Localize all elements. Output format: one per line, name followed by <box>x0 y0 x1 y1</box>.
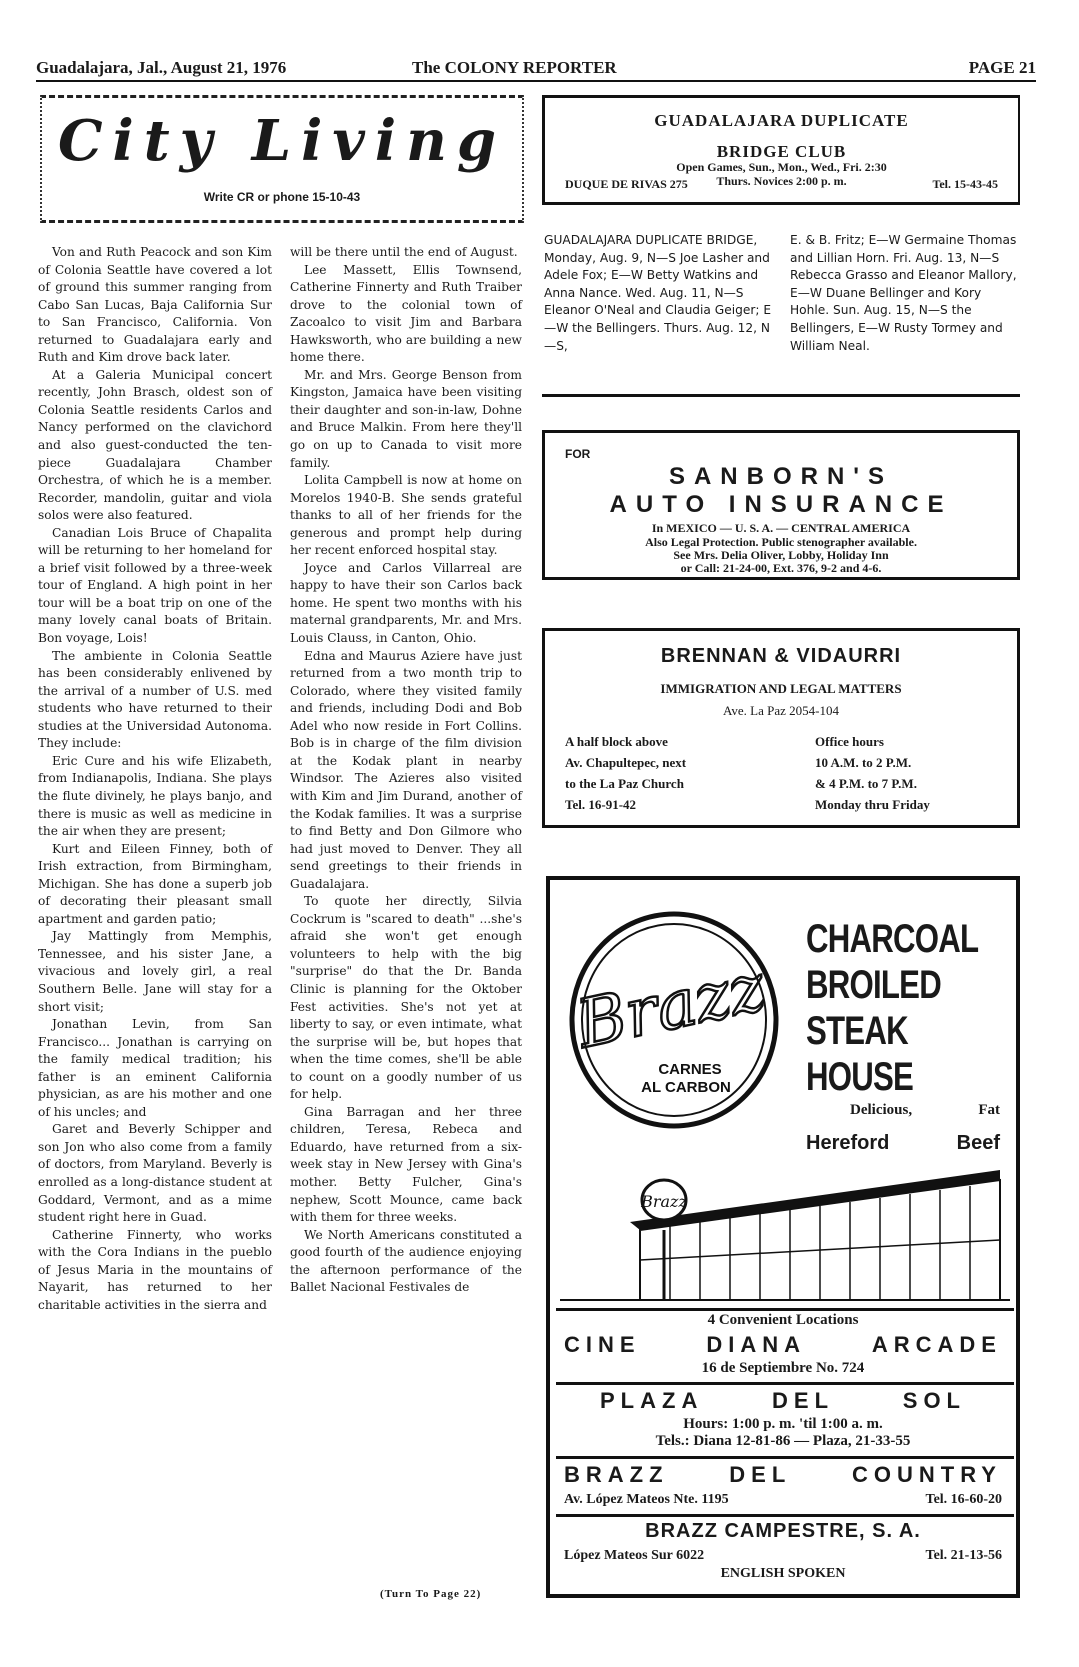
divider <box>556 1308 1014 1311</box>
location-4-name: BRAZZ CAMPESTRE, S. A. <box>645 1520 921 1542</box>
tagline-word: Hereford <box>806 1132 890 1154</box>
paragraph: Von and Ruth Peacock and son Kim of Colonia Seattle have covered a lot of ground this summer ranging from Cabo San Lucas, Baja California Sur to San Francisco, California. Von returned to Guadalajara early and Ruth and Kim drove back later. <box>38 245 272 365</box>
firm-name: BRENNAN & VIDAURRI <box>660 645 902 667</box>
headline-line: BROILED <box>806 963 941 1007</box>
loc-word: DIANA <box>706 1332 807 1357</box>
article-column-1 <box>38 244 272 1314</box>
ad-for: FOR <box>565 447 591 461</box>
bridge-address: DUQUE DE RIVAS 275 <box>565 177 688 191</box>
continued-note: (Turn To Page 22) <box>380 1588 482 1600</box>
loc-address: Av. López Mateos Nte. 1195 <box>564 1492 729 1507</box>
english-spoken: ENGLISH SPOKEN <box>720 1566 846 1581</box>
tagline-word: Delicious, <box>850 1102 913 1118</box>
loc-word: DEL <box>729 1462 792 1487</box>
loc-word: BRAZZ <box>564 1462 669 1487</box>
bridge-schedule: Open Games, Sun., Mon., Wed., Fri. 2:30 <box>676 160 887 174</box>
masthead-rule <box>36 80 1036 82</box>
bridge-title-2: BRIDGE CLUB <box>716 142 847 161</box>
tagline-word: Beef <box>956 1132 1000 1154</box>
hours-line: Office hours <box>815 734 884 749</box>
logo-carnes: CARNES <box>658 1061 722 1078</box>
paragraph: Edna and Maurus Aziere have just returned from a two month trip to Colorado, where they visited family and friends, including Dodi and Bob Adel who now reside in Fort Collins. Bob is in charge of the film division at the Kodak plant in nearby Windsor. The Azieres also visited with Kim and Jim Durand, another of the Kodak families. It was a surprise to find Betty and Don Gilmore who had just moved to Denver. They all send greetings to their friends in Guadalajara. <box>290 648 522 891</box>
paragraph: To quote her directly, Silvia Cockrum is "scared to death" ...she's afraid she won't get enough volunteers to help with the big "surprise" do that the Dr. Banda Clinic is planning for the Oktober Fest activities. She's not yet at liberty to say, or even intimate, what the surprise will be, but hopes that when the time comes, she'll be able to count on a goodly number of us for help. <box>290 894 522 1102</box>
loc-word: DEL <box>772 1388 835 1413</box>
paragraph: We North Americans constituted a good fourth of the audience enjoying the afternoon performance of the Ballet Nacional Festivales de <box>290 1227 522 1295</box>
sanborn-line-1: In MEXICO — U. S. A. — CENTRAL AMERICA <box>651 521 911 535</box>
paragraph: At a Galeria Municipal concert recently, John Brasch, oldest son of Colonia Seattle residents Carlos and Nancy performed on the clavichord and also guest-conducted the ten-piece Guadalajara Chamber Orchestra, of which he is a member. Recorder, mandolin, guitar and viola solos were also featured. <box>38 367 272 523</box>
loc-word: COUNTRY <box>852 1462 1002 1487</box>
sanborn-line-3: See Mrs. Delia Oliver, Lobby, Holiday Inn <box>673 548 889 562</box>
headline-line: CHARCOAL <box>806 917 979 961</box>
paragraph: Mr. and Mrs. George Benson from Kingston, Jamaica have been visiting their daughter and son-in-law, Dohne and Bruce Malkin. From here they'll go on up to Canada to visit more family. <box>290 367 522 470</box>
logo-al-carbon: AL CARBON <box>641 1079 731 1096</box>
loc-word: PLAZA <box>600 1388 704 1413</box>
direction-line: Av. Chapultepec, next <box>565 755 687 770</box>
brazz-logo <box>568 910 780 1130</box>
location-3-name <box>564 1462 1002 1488</box>
locations-title: 4 Convenient Locations <box>707 1312 859 1328</box>
sanborn-line-4: or Call: 21-24-00, Ext. 376, 9-2 and 4-6. <box>680 561 882 575</box>
sanborn-name: SANBORN'S <box>668 463 894 490</box>
divider <box>556 1514 1014 1517</box>
firm-tel: Tel. 16-91-42 <box>565 797 637 812</box>
dateline: Guadalajara, Jal., August 21, 1976 <box>36 58 287 77</box>
city-living-header <box>40 95 524 223</box>
location-1-address: 16 de Septiembre No. 724 <box>701 1360 865 1376</box>
logo-wordmark: Brazz <box>570 948 772 1064</box>
direction-line: to the La Paz Church <box>565 776 684 791</box>
brennan-vidaurri-ad <box>542 628 1020 828</box>
article-column-2 <box>290 244 522 1297</box>
direction-line: A half block above <box>565 734 668 749</box>
divider <box>556 1456 1014 1459</box>
paragraph: Gina Barragan and her three children, Teresa, Rebeca and Eduardo, have returned from a six-week stay in New Jersey with Gina's mother. Betty Fulcher, Gina's nephew, Scott Mounce, came back with them for three weeks. <box>290 1104 522 1225</box>
firm-service: IMMIGRATION AND LEGAL MATTERS <box>660 681 902 696</box>
paragraph: Jonathan Levin, from San Francisco... Jonathan is carrying on the family medical tradition; his father is an eminent California physician, as are his mother and one of his uncles; and <box>38 1017 272 1119</box>
firm-directions <box>565 731 686 815</box>
section-title: City Living <box>57 108 507 174</box>
headline <box>806 916 978 1100</box>
paragraph: Lee Massett, Ellis Townsend, Catherine Finnerty and Ruth Traiber drove to the colonial town of Zacoalco to visit Jim and Barbara Hawksworth, who are building a new home there. <box>290 262 522 365</box>
firm-address: Ave. La Paz 2054-104 <box>722 703 839 718</box>
loc-word: SOL <box>902 1388 966 1413</box>
paragraph: Lolita Campbell is now at home on Morelos 1940-B. She sends grateful thanks to all of her friends for the generous and prompt help during her recent enforced hospital stay. <box>290 473 522 558</box>
hours-line: & 4 P.M. to 7 P.M. <box>815 776 917 791</box>
loc-word: ARCADE <box>871 1332 1002 1357</box>
tagline-1 <box>850 1102 1000 1119</box>
paragraph: Joyce and Carlos Villarreal are happy to have their son Carlos back home. He spent two months with his maternal grandparents, Mr. and Mrs. Louis Clauss, in Canton, Ohio. <box>290 560 522 646</box>
bridge-novices: Thurs. Novices 2:00 p. m. <box>716 174 847 188</box>
loc-tel: Tel. 16-60-20 <box>925 1492 1002 1507</box>
loc-tel: Tel. 21-13-56 <box>925 1548 1002 1563</box>
location-2-tels: Tels.: Diana 12-81-86 — Plaza, 21-33-55 <box>655 1433 911 1449</box>
divider <box>556 1382 1014 1385</box>
loc-word: CINE <box>564 1332 641 1357</box>
paragraph: Catherine Finnerty, who works with the Cora Indians in the pueblo of Jesus Maria in the mountains of Nayarit, has returned to her charitable activities in the sierra and <box>38 1227 272 1312</box>
bridge-tel: Tel. 15-43-45 <box>932 177 998 191</box>
bridge-results-a: GUADALAJARA DUPLICATE BRIDGE, Monday, Aug. 9, N—S Joe Lasher and Adele Fox; E—W Betty Watkins and Anna Nance. Wed. Aug. 11, N—S Eleanor O'Neal and Claudia Geiger; E—W the Bellingers. Thurs. Aug. 12, N—S, <box>544 233 772 353</box>
tagline-2 <box>806 1132 1000 1155</box>
location-2-hours: Hours: 1:00 p. m. 'til 1:00 a. m. <box>683 1416 883 1432</box>
loc-address: López Mateos Sur 6022 <box>564 1548 705 1563</box>
paper-name: The COLONY REPORTER <box>412 58 617 77</box>
paragraph: The ambiente in Colonia Seattle has been considerably enlivened by the arrival of a number of U.S. med students who have returned to their studies at the Universidad Autonoma. They include: <box>38 648 272 751</box>
hours-line: 10 A.M. to 2 P.M. <box>815 755 912 770</box>
restaurant-building-illustration <box>560 1160 1010 1310</box>
section-subtitle: Write CR or phone 15-10-43 <box>203 190 361 204</box>
paragraph: will be there until the end of August. <box>290 245 518 259</box>
sign-wordmark: Brazz <box>641 1192 687 1211</box>
brazz-steakhouse-ad <box>546 876 1020 1598</box>
paragraph: Canadian Lois Bruce of Chapalita will be returning to her homeland for a brief visit followed by a three-week tour of England. A high point in her tour will be a boat trip on one of the many lovely canal boats of Britain. Bon voyage, Lois! <box>38 525 272 646</box>
location-4-details <box>564 1548 1002 1564</box>
location-2-name <box>600 1388 966 1414</box>
paragraph: Kurt and Eileen Finney, both of Irish extraction, from Birmingham, Michigan. She has done a superb job of decorating their pleasant small apartment and garden patio; <box>38 841 272 926</box>
divider <box>542 394 1020 397</box>
page-number: PAGE 21 <box>968 58 1036 77</box>
headline-line: STEAK <box>806 1009 908 1053</box>
office-hours <box>815 731 930 815</box>
headline-line: HOUSE <box>806 1055 914 1099</box>
location-1-name <box>564 1332 1002 1358</box>
sanborn-line-2: Also Legal Protection. Public stenographer available. <box>645 535 917 549</box>
sanborns-insurance-ad <box>542 430 1020 580</box>
paragraph: Jay Mattingly from Memphis, Tennessee, and his sister Jane, a vivacious and lovely girl, a real Southern Belle. Jane will stay for a short visit; <box>38 929 272 1014</box>
bridge-title-1: GUADALAJARA DUPLICATE <box>654 111 909 130</box>
paragraph: Eric Cure and his wife Elizabeth, from Indianapolis, Indiana. She plays the flute divinely, he plays banjo, and there is music as well as medicine in the air when they are present; <box>38 753 272 839</box>
location-3-details <box>564 1492 1002 1508</box>
tagline-word: Fat <box>978 1102 1000 1118</box>
bridge-results-b: E. & B. Fritz; E—W Germaine Thomas and Lillian Horn. Fri. Aug. 13, N—S Rebecca Grasso and Eleanor Mallory, E—W Duane Bellinger and Kory Hohle. Sun. Aug. 15, N—S the Bellingers, E—W Rusty Tormey and William Neal. <box>790 233 1017 353</box>
paragraph: Garet and Beverly Schipper and son Jon who also come from a family of doctors, from Maryland. Beverly is enrolled as a long-distance student at Goddard, Vermont, and as a mime student right here in Guad. <box>38 1122 272 1225</box>
hours-line: Monday thru Friday <box>815 797 930 812</box>
sanborn-product: AUTO INSURANCE <box>609 491 953 518</box>
bridge-club-ad <box>542 95 1020 205</box>
